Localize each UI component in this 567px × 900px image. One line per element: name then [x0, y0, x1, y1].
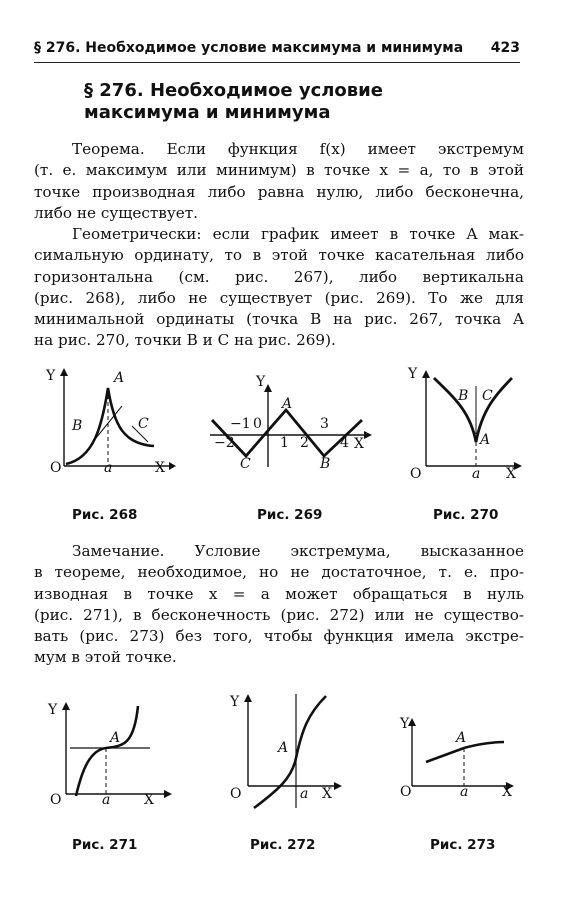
text-line: горизонтальна (см. рис. 267), либо вертикальна [34, 267, 524, 286]
axis-label-y: Y [230, 694, 240, 710]
axis-label-y: Y [46, 368, 56, 384]
axis-label-y: Y [408, 366, 418, 382]
running-header-title: § 276. Необходимое условие максимума и минимума [34, 40, 464, 56]
tick-label: −2 [214, 435, 235, 451]
text-line: в теореме, необходимое, но не достаточное, т. е. про- [34, 563, 524, 582]
text-line: (рис. 268), либо не существует (рис. 269). То же для [34, 288, 524, 307]
origin-label: O [410, 466, 422, 482]
axis-label-y: Y [48, 702, 58, 718]
text-line: Геометрически: если график имеет в точке A мак- [72, 225, 524, 243]
page-number: 423 [490, 40, 520, 56]
tick-label: 3 [320, 416, 329, 432]
point-label-B: B [72, 418, 83, 434]
point-label-A: A [480, 432, 491, 448]
figure-268 [44, 366, 174, 481]
figure-269 [208, 372, 378, 482]
text-line: (т. е. максимум или минимум) в точке x = a, то в этой [34, 161, 524, 180]
text-line: симальную ординату, то в этой точке касательная либо [34, 246, 524, 265]
point-label-A: A [114, 370, 125, 386]
figure-271 [44, 700, 174, 812]
text-line: Теорема. Если функция f(x) имеет экстремум [72, 140, 524, 158]
point-label-a: a [102, 792, 111, 808]
origin-label: O [400, 784, 412, 800]
axis-label-x: X [155, 460, 165, 476]
geometric-paragraph [34, 224, 524, 352]
text-line: минимальной ординаты (точка B на рис. 267, точка A [34, 310, 524, 329]
remark-paragraph [34, 541, 524, 669]
axis-label-x: X [354, 436, 364, 452]
tick-label: 1 [280, 435, 289, 451]
tick-label: 2 [300, 435, 309, 451]
point-label-a: a [104, 460, 113, 476]
point-label-a: a [460, 784, 469, 800]
tick-label: −1 [230, 416, 251, 432]
axis-label-x: X [322, 786, 332, 802]
tick-label: 4 [340, 435, 349, 451]
axis-label-x: X [144, 792, 154, 808]
point-label-C: C [138, 416, 149, 432]
text-line: (рис. 271), в бесконечность (рис. 272) или не существо- [34, 605, 524, 624]
point-label-A: A [110, 730, 121, 746]
axis-label-x: X [506, 466, 516, 482]
axis-label-x: X [502, 784, 512, 800]
text-line: точке производная либо равна нулю, либо бесконечна, [34, 182, 524, 201]
figure-caption: Рис. 268 [72, 507, 138, 523]
text-line: изводная в точке x = a может обращаться в нуль [34, 584, 524, 603]
text-line: либо не существует. [34, 203, 198, 222]
origin-label: O [230, 786, 242, 802]
point-label-B: B [458, 388, 469, 404]
point-label-B: B [320, 456, 331, 472]
point-label-a: a [300, 786, 309, 802]
section-title-line: максимума и минимума [84, 102, 331, 123]
figure-caption: Рис. 272 [250, 837, 316, 853]
figure-caption: Рис. 271 [72, 837, 138, 853]
figure-273 [398, 712, 523, 812]
axis-label-y: Y [400, 716, 410, 732]
tick-label: 0 [253, 416, 262, 432]
point-label-A: A [278, 740, 289, 756]
point-label-A: A [282, 396, 293, 412]
section-title-line: § 276. Необходимое условие [84, 80, 383, 101]
figure-270 [404, 364, 524, 482]
text-line: мум в этой точке. [34, 648, 177, 667]
figure-caption: Рис. 270 [433, 507, 499, 523]
figure-caption: Рис. 269 [257, 507, 323, 523]
point-label-A: A [456, 730, 467, 746]
text-line: вать (рис. 273) без того, чтобы функция имела экстре- [34, 627, 524, 646]
theorem-paragraph [34, 139, 524, 224]
text-line: на рис. 270, точки B и C на рис. 269). [34, 331, 336, 350]
running-header [34, 34, 520, 63]
point-label-C: C [482, 388, 493, 404]
section-title [84, 80, 484, 124]
figure-caption: Рис. 273 [430, 837, 496, 853]
point-label-C: C [240, 456, 251, 472]
origin-label: O [50, 460, 62, 476]
origin-label: O [50, 792, 62, 808]
axis-label-y: Y [256, 374, 266, 390]
text-line: Замечание. Условие экстремума, высказанное [72, 542, 524, 560]
figure-272 [220, 690, 350, 812]
point-label-a: a [472, 466, 481, 482]
